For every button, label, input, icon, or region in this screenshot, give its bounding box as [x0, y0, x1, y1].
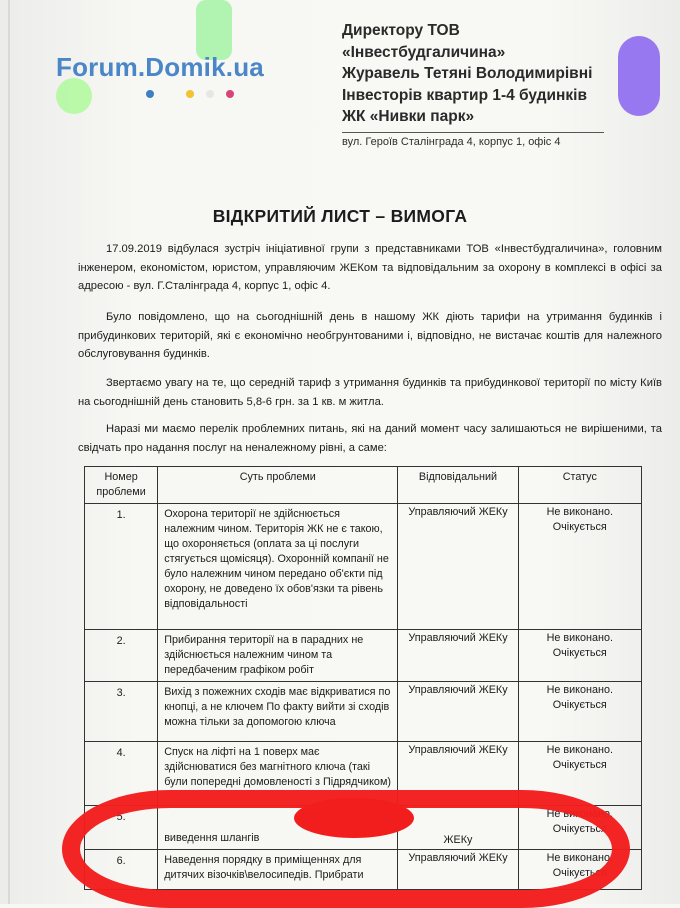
green-highlight-dot [56, 78, 92, 114]
row-issue: виведення шлангів [158, 806, 398, 850]
document-title: ВІДКРИТИЙ ЛИСТ – ВИМОГА [212, 206, 468, 226]
row-status: Не виконано. Очікується [518, 504, 641, 630]
row-status: Не виконано. Очікується [518, 630, 641, 682]
table-row [85, 682, 642, 742]
addressee-line-5: ЖК «Нивки парк» [342, 108, 475, 125]
row-status: Не виконано. Очікується [518, 682, 641, 742]
office-address: вул. Героїв Сталінграда 4, корпус 1, офіс 4 [342, 136, 561, 148]
row-issue: Наведення порядку в приміщеннях для дитячих візочків\велосипедів. Прибрати [158, 850, 398, 890]
row-number: 5. [85, 806, 158, 850]
header-issue: Суть проблеми [158, 467, 398, 504]
row-number: 6. [85, 850, 158, 890]
row-number: 1. [85, 504, 158, 630]
addressee-line-1: Директору ТОВ [342, 22, 460, 39]
header-status: Статус [518, 467, 641, 504]
paper-edge [8, 0, 10, 904]
watermark-dot-3 [206, 90, 214, 98]
row-number: 2. [85, 630, 158, 682]
row-responsible: Управляючий ЖЕКу [398, 682, 518, 742]
addressee-line-2: «Інвестбудгаличина» [342, 43, 506, 61]
row-responsible: Управляючий ЖЕКу [398, 742, 518, 806]
row-status: Не виконано. Очікується [518, 742, 641, 806]
addressee-block [342, 20, 662, 128]
watermark-dot-4 [226, 90, 234, 98]
row-number: 3. [85, 682, 158, 742]
row-responsible: ЖЕКу [398, 806, 518, 850]
table-row [85, 630, 642, 682]
table-row [85, 504, 642, 630]
row-responsible: Управляючий ЖЕКу [398, 850, 518, 890]
row-issue: Прибирання території на в парадних не здійснюється належним чином та передбаченим графіком робіт [158, 630, 398, 682]
header-number: Номер проблеми [85, 467, 158, 504]
row-status: Не виконано. Очікується [518, 850, 641, 890]
row-status: Не виконано. Очікується [518, 806, 641, 850]
paragraph-average-tariff: Звертаємо увагу на те, що середній тариф з утримання будинків та прибудинкової території по місту Київ на сьогоднішній день становить 5,8-6 грн. за 1 кв. м житла. [78, 377, 662, 408]
watermark-dot-2 [186, 90, 194, 98]
paragraph-problem-list: Наразі ми маємо перелік проблемних питань, які на даний момент часу залишаються не вирішеними, та свідчать про надання послуг на неналежному рівні, а саме: [78, 423, 662, 454]
addressee-line-3: Журавель Тетяні Володимирівні [342, 65, 593, 82]
red-highlight-circle [62, 790, 630, 908]
row-issue: Спуск на ліфті на 1 поверх має здійснюватися без магнітного ключа (такі були попередні домовленості з Підрядчиком) [158, 742, 398, 806]
addressee-line-4: Інвесторів квартир 1-4 будинків [342, 86, 587, 104]
green-highlight-mark [196, 0, 232, 60]
row-responsible: Управляючий ЖЕКу [398, 504, 518, 630]
watermark-text: Forum.Domik.ua [56, 52, 264, 82]
row-issue: Вихід з пожежних сходів має відкриватися по кнопці, а не ключем По факту вийти зі сходів можна тільки за допомогою ключа [158, 682, 398, 742]
header-responsible: Відповідальний [398, 467, 518, 504]
watermark-dot-1 [146, 90, 154, 98]
row-number: 4. [85, 742, 158, 806]
address-divider [342, 132, 604, 133]
row-responsible: Управляючий ЖЕКу [398, 630, 518, 682]
paragraph-meeting: 17.09.2019 відбулася зустріч ініціативної групи з представниками ТОВ «Інвестбудгаличина», головним інженером, економістом, юристом, управляючим ЖЕКом та відповідальним за охорону в комплексі в офісі за адресою - вул. Г.Сталінграда 4, корпус 1, офіс 4. [78, 243, 662, 292]
table-header-row [85, 467, 642, 504]
paragraph-tariffs: Було повідомлено, що на сьогоднішній день в нашому ЖК діють тарифи на утримання будинків і прибудинкових територій, які є економічно необгрунтованими і, відповідно, не вистачає коштів для належного обслуговування будинків. [78, 311, 662, 360]
row-issue: Охорона території не здійснюється належним чином. Територія ЖК не є такою, що охороняється (оплата за ці послуги стягується щомісяця). Охоронній компанії не було належним чином передано об'єкти під охорону, не доведено їх обов'язки та рівень відповідальності [158, 504, 398, 630]
